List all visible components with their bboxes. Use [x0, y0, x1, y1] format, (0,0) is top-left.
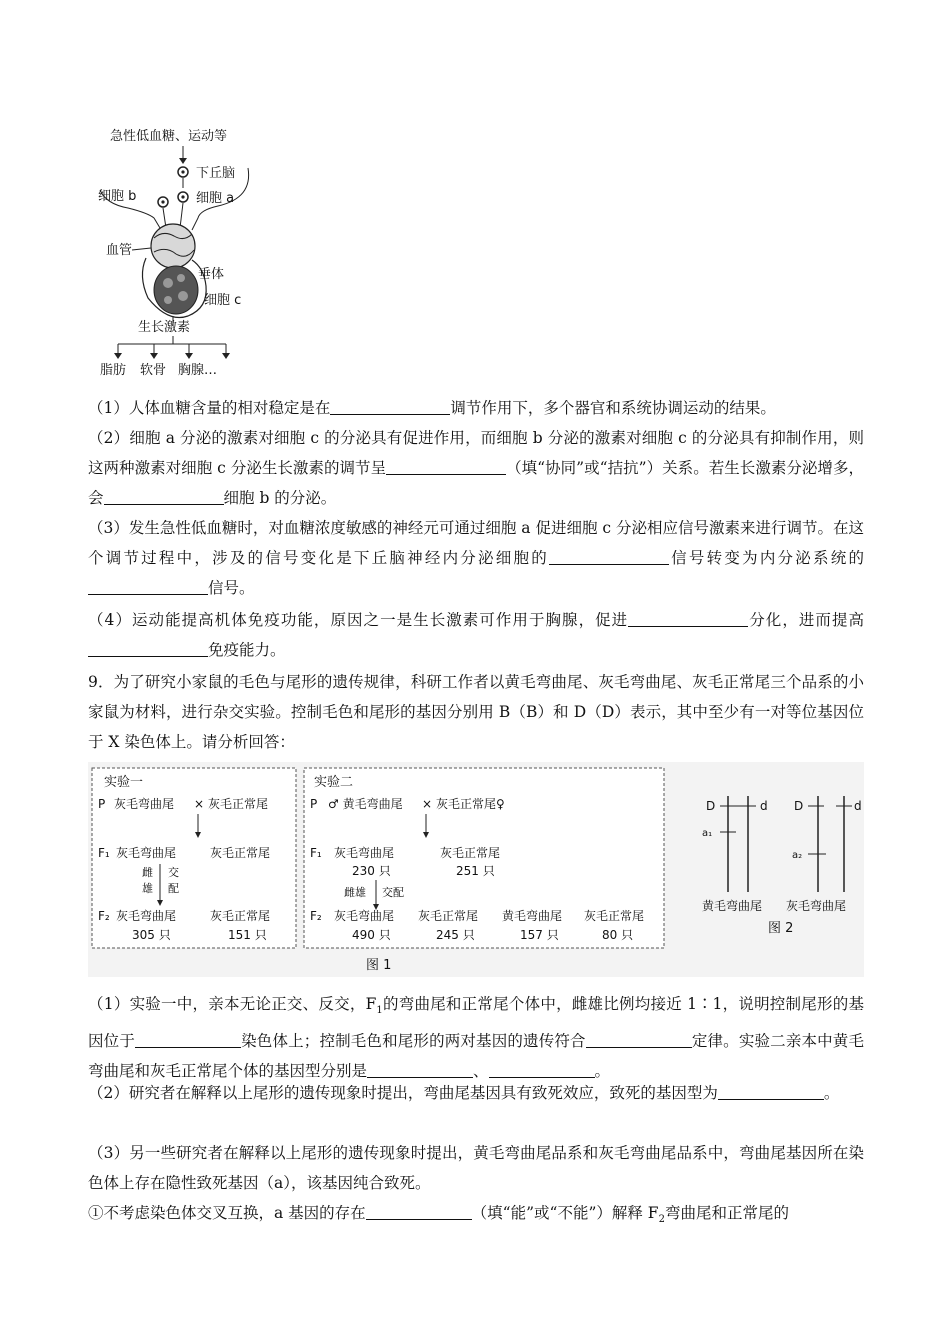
- answer-blank[interactable]: [718, 1083, 824, 1100]
- exp1-f2-right: 灰毛正常尾: [210, 909, 271, 923]
- fig-hypothalamus-label: 下丘脑: [196, 166, 236, 181]
- fig-target-cartilage: 软骨: [140, 363, 167, 378]
- exp1-p-label: P: [98, 797, 106, 811]
- fig2-a1: a₁: [702, 828, 713, 839]
- answer-blank[interactable]: [135, 1031, 241, 1048]
- exp2-f2-item: 灰毛正常尾: [584, 909, 645, 923]
- exp2-f1-right-n: 251 只: [456, 864, 495, 878]
- genetics-figure: [88, 762, 864, 977]
- exp2-f2-item: 灰毛弯曲尾: [334, 909, 395, 923]
- exp2-f1-right: 灰毛正常尾: [440, 846, 501, 860]
- fig-top-title: 急性低血糖、运动等: [110, 129, 228, 144]
- exp1-mate-d: 配: [168, 882, 179, 895]
- portal-vessel: [151, 224, 195, 268]
- exp2-f2-item: 黄毛弯曲尾: [502, 909, 563, 923]
- q9-part3-sub1: ①不考虑染色体交叉互换，a 基因的存在 （填“能”或“不能”）解释 $F_2$弯曲尾和正常尾的: [88, 1204, 789, 1226]
- fig-pituitary-label: 垂体: [198, 267, 225, 282]
- exp2-title: 实验二: [314, 775, 354, 790]
- fig2-a2: a₂: [792, 850, 803, 861]
- answer-blank[interactable]: [586, 1031, 692, 1048]
- exp1-f2-left-n: 305 只: [132, 928, 171, 942]
- cell-c: [154, 266, 198, 314]
- q8-part1: （1）人体血糖含量的相对稳定是在 调节作用下，多个器官和系统协调运动的结果。: [88, 399, 776, 417]
- exp1-mate-a: 雌: [142, 866, 153, 879]
- exp1-f2-label: F₂: [98, 909, 110, 923]
- fig2-left-d: d: [760, 799, 768, 813]
- answer-blank[interactable]: [386, 458, 506, 475]
- figure1-caption: 图 1: [366, 958, 392, 973]
- exp1-p-left: 灰毛弯曲尾: [114, 797, 175, 811]
- exp2-f2-item: 灰毛正常尾: [418, 909, 479, 923]
- exp2-f1-label: F₁: [310, 846, 322, 860]
- fig-target-fat: 脂肪: [100, 363, 127, 378]
- answer-blank[interactable]: [104, 488, 224, 505]
- fig-vessel-label: 血管: [106, 243, 133, 258]
- q9-part2: （2）研究者在解释以上尾形的遗传现象时提出，弯曲尾基因具有致死效应，致死的基因型为 。: [88, 1084, 840, 1102]
- answer-blank[interactable]: [88, 640, 208, 657]
- answer-blank[interactable]: [489, 1061, 595, 1078]
- exp2-cross: ×: [422, 797, 433, 811]
- exp2-f2-label: F₂: [310, 909, 322, 923]
- q8-part4: （4）运动能提高机体免疫功能，原因之一是生长激素可作用于胸腺，促进 分化，进而提高免疫能力。: [88, 611, 864, 659]
- exp2-f1-left-n: 230 只: [352, 864, 391, 878]
- fig2-right-d: d: [854, 799, 862, 813]
- fig-cell-c-label: 细胞 c: [204, 293, 242, 308]
- exp1-f1-right: 灰毛正常尾: [210, 846, 271, 860]
- exp1-p-right: 灰毛正常尾: [208, 797, 269, 811]
- exp2-mate: 雌雄: [344, 886, 366, 899]
- exp2-p-label: P: [310, 797, 318, 811]
- fig-cell-b-label: 细胞 b: [98, 189, 137, 204]
- exp2-f2-count: 80 只: [602, 928, 634, 942]
- exp2-f2-count: 157 只: [520, 928, 559, 942]
- q9-part3: （3）另一些研究者在解释以上尾形的遗传现象时提出，黄毛弯曲尾品系和灰毛弯曲尾品系中，弯曲尾基因所在染色体上存在隐性致死基因（a），该基因纯合致死。: [88, 1144, 864, 1192]
- exp2-f2-count: 490 只: [352, 928, 391, 942]
- fig-target-thymus: 胸腺…: [178, 363, 218, 378]
- exp1-f1-label: F₁: [98, 846, 110, 860]
- exp1-f2-left: 灰毛弯曲尾: [116, 909, 177, 923]
- answer-blank[interactable]: [628, 610, 748, 627]
- exp1-f1-left: 灰毛弯曲尾: [116, 846, 177, 860]
- fig2-left-label: 黄毛弯曲尾: [702, 899, 763, 913]
- answer-blank[interactable]: [367, 1061, 473, 1078]
- hormone-regulation-figure: [88, 118, 288, 383]
- exp2-p-left: ♂ 黄毛弯曲尾: [328, 797, 403, 811]
- fig-cell-a-label: 细胞 a: [196, 191, 235, 206]
- fig2-left-D: D: [706, 799, 716, 813]
- exp2-f1-left: 灰毛弯曲尾: [334, 846, 395, 860]
- exp1-mate-c: 交: [168, 866, 179, 879]
- q9-part1: （1）实验一中，亲本无论正交、反交，$F_1$的弯曲尾和正常尾个体中，雌雄比例均接近 1∶1，说明控制尾形的基因位于 染色体上；控制毛色和尾形的两对基因的遗传符合 定律。实验二亲本中黄毛弯曲尾和灰毛正常尾个体的基因型分别是 、 。: [88, 995, 864, 1081]
- exp1-mate-b: 雄: [142, 882, 153, 895]
- answer-blank[interactable]: [330, 398, 450, 415]
- fig2-right-D: D: [794, 799, 804, 813]
- q9-intro: 9．为了研究小家鼠的毛色与尾形的遗传规律，科研工作者以黄毛弯曲尾、灰毛弯曲尾、灰毛正常尾三个品系的小家鼠为材料，进行杂交实验。控制毛色和尾形的基因分别用 B（B）和 D（D）表示，其中至少有一对等位基因位于 X 染色体上。请分析回答：: [88, 673, 864, 751]
- exp2-mate2: 交配: [382, 886, 404, 899]
- figure2-caption: 图 2: [768, 921, 794, 936]
- exp1-title: 实验一: [104, 775, 144, 790]
- fig2-right-label: 灰毛弯曲尾: [786, 899, 847, 913]
- exp1-cross: ×: [194, 797, 205, 811]
- exp2-p-right: 灰毛正常尾♀: [436, 797, 505, 811]
- q8-part3: （3）发生急性低血糖时，对血糖浓度敏感的神经元可通过细胞 a 促进细胞 c 分泌相应信号激素来进行调节。在这个调节过程中，涉及的信号变化是下丘脑神经内分泌细胞的 信号转变为内分泌系统的信号。: [88, 519, 864, 597]
- exp2-f2-count: 245 只: [436, 928, 475, 942]
- fig-hormone-label: 生长激素: [138, 320, 191, 335]
- q8-part2: （2）细胞 a 分泌的激素对细胞 c 的分泌具有促进作用，而细胞 b 分泌的激素对细胞 c 的分泌具有抑制作用，则这两种激素对细胞 c 分泌生长激素的调节呈 （填“协同”或“拮抗”）关系。若生长激素分泌增多，会 细胞 b 的分泌。: [88, 429, 864, 507]
- exp1-f2-right-n: 151 只: [228, 928, 267, 942]
- answer-blank[interactable]: [549, 548, 669, 565]
- answer-blank[interactable]: [366, 1203, 472, 1220]
- answer-blank[interactable]: [88, 578, 208, 595]
